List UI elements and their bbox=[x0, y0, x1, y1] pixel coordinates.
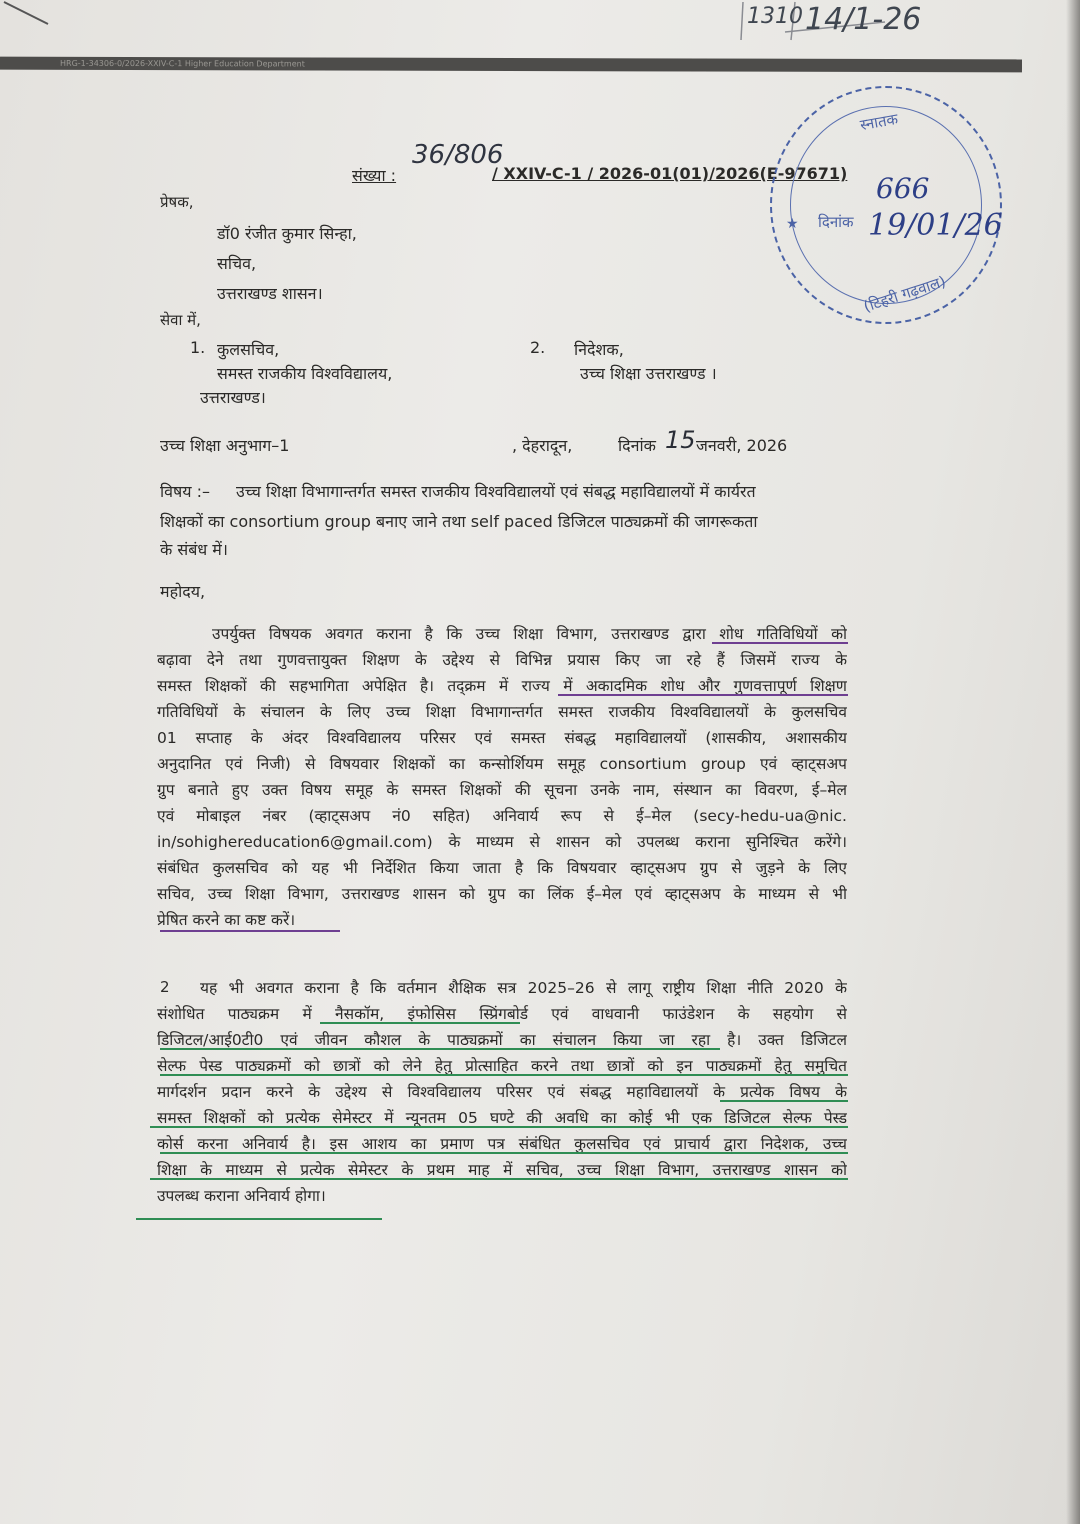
receipt-number: 1310 bbox=[747, 4, 803, 29]
receipt-date: 14/1-26 bbox=[805, 2, 922, 37]
para1-line: गतिविधियों के संचालन के लिए उच्च शिक्षा विभागान्तर्गत समस्त राजकीय विश्वविद्यालयों के कुलसचिव bbox=[157, 703, 847, 721]
date-day: 15 bbox=[665, 426, 696, 454]
date-label: दिनांक bbox=[618, 436, 656, 455]
para1-line: प्रेषित करने का कष्ट करें। bbox=[157, 911, 296, 929]
recipient-1-line1: कुलसचिव, bbox=[217, 340, 280, 359]
para1-line: in/sohighereducation6@gmail.com) के माध्यम से शासन को उपलब्ध कराना सुनिश्चित करेंगे। bbox=[157, 833, 847, 851]
stamp-line1: स्नातक bbox=[858, 109, 900, 135]
recipient-1-number: 1. bbox=[190, 338, 206, 357]
sender-office: उत्तराखण्ड शासन। bbox=[217, 284, 323, 303]
sender-designation: सचिव, bbox=[217, 254, 257, 273]
sender-label: प्रेषक, bbox=[160, 193, 194, 211]
pen-underline bbox=[136, 1218, 382, 1220]
para1-line: एवं मोबाइल नंबर (व्हाट्सअप नं0 सहित) अनिवार्य रूप से ई–मेल (secy-hedu-ua@nic. bbox=[157, 807, 847, 825]
stamp-date-label: दिनांक bbox=[818, 213, 854, 231]
para2-line: समस्त शिक्षकों को प्रत्येक सेमेस्टर में न्यूनतम 05 घण्टे की अवधि का कोई भी एक डिजिटल सेल्फ पेस्ड bbox=[157, 1109, 847, 1127]
pen-underline bbox=[558, 694, 848, 696]
subject-label: विषय :– bbox=[160, 482, 211, 501]
date-month-year: जनवरी, 2026 bbox=[696, 436, 788, 455]
para1-line: बढ़ावा देने तथा गुणवत्तायुक्त शिक्षण के उद्देश्य से विभिन्न प्रयास किए जा रहे हैं जिसमें राज्य के bbox=[157, 651, 847, 669]
reference-handwritten-number: 36/806 bbox=[412, 140, 504, 170]
para2-line: संशोधित पाठ्यक्रम में नैसकॉम, इंफोसिस स्प्रिंगबोर्ड एवं वाधवानी फाउंडेशन के सहयोग से bbox=[157, 1005, 847, 1023]
recipient-2-line1: निदेशक, bbox=[574, 340, 624, 359]
subject-line3: के संबंध में। bbox=[160, 540, 228, 559]
reference-label: संख्या : bbox=[352, 166, 397, 185]
recipient-2-line2: उच्च शिक्षा उत्तराखण्ड । bbox=[580, 364, 717, 383]
pen-underline bbox=[720, 1100, 848, 1102]
recipient-1-line2: समस्त राजकीय विश्वविद्यालय, bbox=[217, 364, 393, 383]
para1-line: सचिव, उच्च शिक्षा विभाग, उत्तराखण्ड शासन को ग्रुप का लिंक ई–मेल एवं व्हाट्सअप के माध्यम से भी bbox=[157, 885, 847, 903]
salutation: महोदय, bbox=[160, 582, 206, 601]
para1-line: समस्त शिक्षकों की सहभागिता अपेक्षित है। तद्क्रम में राज्य में अकादमिक शोध और गुणवत्तापूर्ण शिक्षण bbox=[157, 677, 847, 695]
stamp-inner-ring bbox=[790, 106, 982, 304]
para2-line: डिजिटल/आई0टी0 एवं जीवन कौशल के पाठ्यक्रमों का संचालन किया जा रहा है। उक्त डिजिटल bbox=[157, 1031, 847, 1049]
subject-line1: उच्च शिक्षा विभागान्तर्गत समस्त राजकीय विश्वविद्यालयों एवं संबद्ध महाविद्यालयों में कार्यरत bbox=[236, 482, 756, 501]
para1-line: अनुदानित एवं निजी) से विषयवार शिक्षकों का कन्सोर्शियम समूह consortium group एवं व्हाट्सअप bbox=[157, 755, 847, 773]
pen-underline bbox=[160, 930, 340, 932]
header-bar: HRG-1-34306-0/2026-XXIV-C-1 Higher Education Department bbox=[0, 57, 1022, 73]
pen-underline bbox=[160, 1048, 720, 1050]
reference-code: / XXIV-C-1 / 2026-01(01)/2026(E-97671) bbox=[492, 164, 848, 183]
pen-underline bbox=[150, 1126, 848, 1128]
stamp-star-icon: ★ bbox=[786, 216, 799, 232]
para1-line: ग्रुप बनाते हुए उक्त विषय समूह के समस्त शिक्षकों की सूचना उनके नाम, संस्थान का विवरण, ई–मेल bbox=[157, 781, 847, 799]
recipients-label: सेवा में, bbox=[160, 311, 201, 329]
pen-underline bbox=[712, 642, 848, 644]
pen-underline bbox=[160, 1152, 848, 1154]
receipt-stamp bbox=[770, 86, 1002, 324]
section-label: उच्च शिक्षा अनुभाग–1 bbox=[160, 436, 290, 455]
para2-line: सेल्फ पेस्ड पाठ्यक्रमों को छात्रों को लेने हेतु प्रोत्साहित करने तथा छात्रों को इन पाठ्यक्रमों हेतु समुचित bbox=[157, 1057, 847, 1075]
place: , देहरादून, bbox=[512, 436, 573, 455]
pen-underline bbox=[150, 1178, 848, 1180]
para2-line: उपलब्ध कराना अनिवार्य होगा। bbox=[157, 1187, 326, 1205]
stamp-place: (टिहरी गढ़वाल) bbox=[861, 272, 948, 316]
recipient-2-number: 2. bbox=[530, 338, 546, 357]
receipt-note bbox=[725, 0, 975, 50]
corner-pen-mark bbox=[0, 0, 60, 30]
stamp-received-date: 19/01/26 bbox=[868, 208, 1003, 243]
para2-number: 2 bbox=[160, 978, 170, 996]
para2-line: शिक्षा के माध्यम से प्रत्येक सेमेस्टर के प्रथम माह में सचिव, उच्च शिक्षा विभाग, उत्तराखण्ड शासन को bbox=[157, 1161, 847, 1179]
pen-underline bbox=[320, 1022, 520, 1024]
sender-name: डॉ0 रंजीत कुमार सिन्हा, bbox=[217, 224, 357, 243]
para2-line: मार्गदर्शन प्रदान करने के उद्देश्य से विश्वविद्यालय परिसर एवं संबद्ध महाविद्यालयों के प्रत्येक विषय के bbox=[157, 1083, 847, 1101]
para1-line: 01 सप्ताह के अंदर विश्वविद्यालय परिसर एवं समस्त संबद्ध महाविद्यालयों (शासकीय, अशासकीय bbox=[157, 729, 847, 747]
page-edge-shadow bbox=[1066, 0, 1080, 1524]
pen-underline bbox=[160, 1074, 848, 1076]
stamp-received-number: 666 bbox=[876, 172, 930, 205]
para1-line: संबंधित कुलसचिव को यह भी निर्देशित किया जाता है कि विषयवार व्हाट्सअप ग्रुप से जुड़ने के लिए bbox=[157, 859, 847, 877]
para2-line: यह भी अवगत कराना है कि वर्तमान शैक्षिक सत्र 2025–26 से लागू राष्ट्रीय शिक्षा नीति 2020 के bbox=[200, 979, 847, 997]
para2-line: कोर्स करना अनिवार्य है। इस आशय का प्रमाण पत्र संबंधित कुलसचिव एवं प्राचार्य द्वारा निदेशक, उच्च bbox=[157, 1135, 847, 1153]
subject-line2: शिक्षकों का consortium group बनाए जाने तथा self paced डिजिटल पाठ्यक्रमों की जागरूकता bbox=[160, 512, 758, 531]
para1-line: उपर्युक्त विषयक अवगत कराना है कि उच्च शिक्षा विभाग, उत्तराखण्ड द्वारा शोध गतिविधियों को bbox=[212, 625, 847, 643]
recipient-1-line3: उत्तराखण्ड। bbox=[200, 388, 266, 407]
